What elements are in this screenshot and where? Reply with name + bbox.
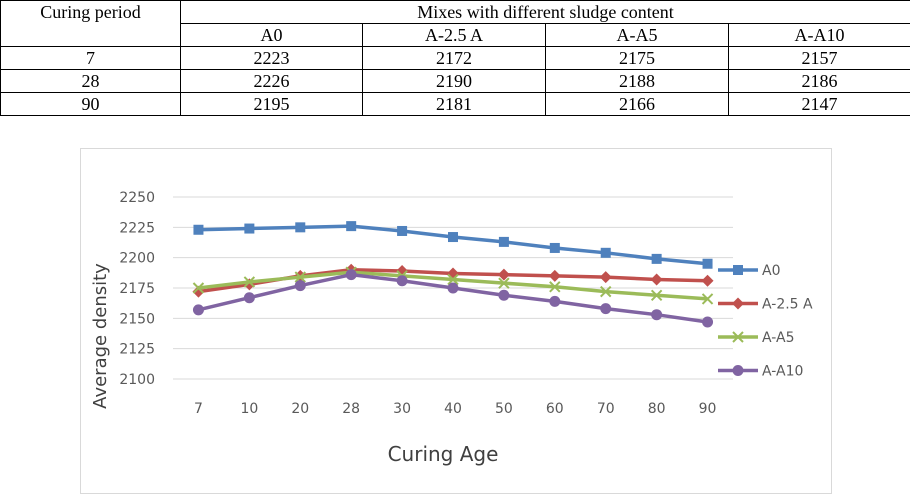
value-cell: 2186 [729, 70, 910, 93]
value-cell: 2157 [729, 47, 910, 70]
value-cell: 2175 [546, 47, 729, 70]
x-tick-label: 50 [495, 401, 513, 417]
data-point [346, 269, 357, 280]
data-point [702, 316, 713, 327]
x-tick-label: 90 [699, 401, 717, 417]
value-cell: 2188 [546, 70, 729, 93]
legend-label: A-A5 [762, 330, 795, 346]
mix-header: A-2.5 A [363, 24, 546, 47]
table-row [1, 47, 910, 70]
period-cell: 90 [1, 93, 181, 116]
x-tick-label: 7 [194, 401, 203, 417]
value-cell: 2147 [729, 93, 910, 116]
value-cell: 2172 [363, 47, 546, 70]
data-point [397, 226, 407, 236]
y-tick-label: 2175 [119, 281, 155, 297]
data-point [600, 271, 612, 283]
mix-header: A-A10 [729, 24, 910, 47]
data-point [651, 309, 662, 320]
data-point [244, 292, 255, 303]
legend-item [718, 297, 813, 313]
data-point [499, 237, 509, 247]
x-tick-label: 20 [291, 401, 309, 417]
data-point [448, 232, 458, 242]
legend-item [718, 364, 803, 380]
data-point [295, 222, 305, 232]
x-tick-label: 10 [240, 401, 258, 417]
y-tick-label: 2150 [119, 311, 155, 327]
data-point [550, 243, 560, 253]
data-point [549, 270, 561, 282]
data-point [601, 248, 611, 258]
legend-item [718, 330, 795, 346]
value-cell: 2226 [181, 70, 363, 93]
y-tick-label: 2225 [119, 220, 155, 236]
period-cell: 7 [1, 47, 181, 70]
legend [718, 263, 813, 380]
legend-label: A-2.5 A [762, 297, 813, 313]
data-point [448, 283, 459, 294]
data-point [733, 265, 743, 275]
data-point [600, 303, 611, 314]
mixes-group-header: Mixes with different sludge content [181, 1, 910, 24]
mix-header: A0 [181, 24, 363, 47]
legend-item [718, 263, 780, 279]
data-point [651, 274, 663, 286]
data-point [397, 275, 408, 286]
value-cell: 2181 [363, 93, 546, 116]
x-tick-labels [194, 401, 716, 417]
data-point [652, 254, 662, 264]
value-cell: 2166 [546, 93, 729, 116]
density-table [0, 0, 910, 116]
table-row [1, 93, 910, 116]
data-point [702, 275, 714, 287]
period-cell: 28 [1, 70, 181, 93]
data-point [193, 304, 204, 315]
data-point [346, 221, 356, 231]
data-point [703, 259, 713, 269]
chart-frame [80, 148, 832, 494]
mix-header: A-A5 [546, 24, 729, 47]
data-point [549, 296, 560, 307]
data-point [732, 298, 744, 310]
x-tick-label: 40 [444, 401, 462, 417]
y-axis-title: Average density [90, 263, 111, 409]
table-header-row [1, 1, 910, 24]
series-a0 [193, 221, 712, 269]
series-lines [192, 221, 713, 327]
x-axis-title: Curing Age [388, 442, 499, 466]
y-tick-label: 2125 [119, 342, 155, 358]
y-tick-label: 2100 [119, 372, 155, 388]
curing-period-header: Curing period [1, 1, 181, 47]
legend-label: A0 [762, 263, 780, 279]
x-tick-label: 30 [393, 401, 411, 417]
data-point [244, 224, 254, 234]
data-point [295, 280, 306, 291]
x-tick-label: 60 [546, 401, 564, 417]
value-cell: 2190 [363, 70, 546, 93]
density-line-chart [81, 149, 833, 495]
data-point [193, 225, 203, 235]
x-tick-label: 70 [597, 401, 615, 417]
data-point [733, 365, 744, 376]
table-row [1, 70, 910, 93]
value-cell: 2223 [181, 47, 363, 70]
value-cell: 2195 [181, 93, 363, 116]
x-tick-label: 80 [648, 401, 666, 417]
y-tick-labels [119, 190, 155, 388]
y-tick-label: 2200 [119, 251, 155, 267]
legend-label: A-A10 [762, 364, 803, 380]
data-point [498, 290, 509, 301]
y-tick-label: 2250 [119, 190, 155, 206]
x-tick-label: 28 [342, 401, 360, 417]
